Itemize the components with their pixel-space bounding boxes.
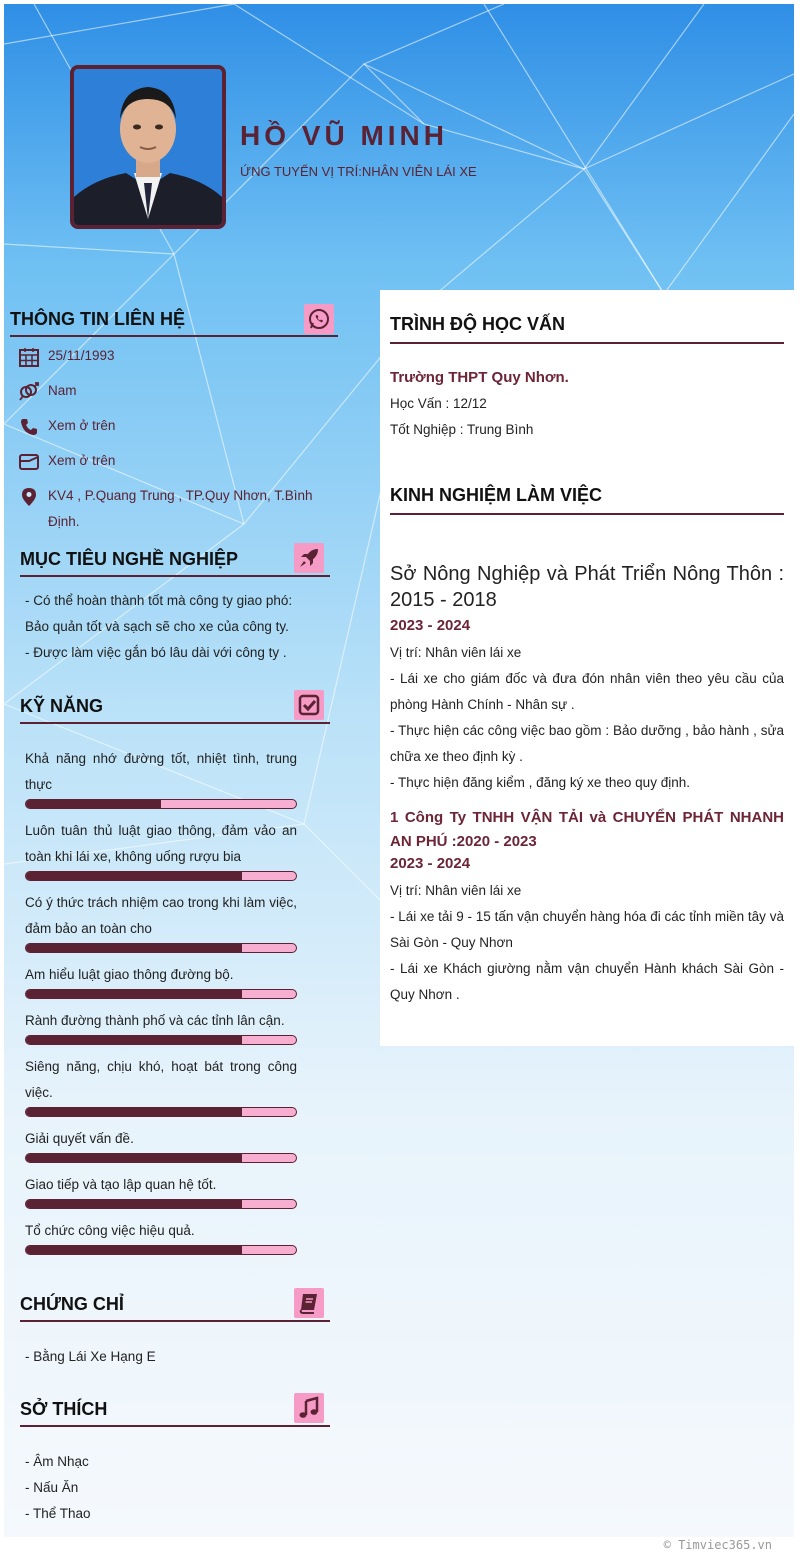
job-detail: - Thực hiện các công việc bao gồm : Bảo dưỡng , bảo hành , sửa chữa xe theo định kỳ . (390, 723, 784, 764)
experience-title: KINH NGHIỆM LÀM VIỆC (390, 485, 603, 505)
location-pin-icon (18, 487, 40, 507)
applied-position: ỨNG TUYỂN VỊ TRÍ:NHÂN VIÊN LÁI XE (240, 164, 477, 179)
education-graduation: Tốt Nghiệp : Trung Bình (390, 422, 534, 437)
skill-bar (25, 1153, 297, 1163)
skill-name: Rành đường thành phố và các tỉnh lân cận. (25, 1013, 285, 1028)
skill-fill (26, 800, 161, 808)
education-divider (390, 342, 784, 344)
cv-page (4, 4, 794, 1537)
job-detail: - Thực hiện đăng kiểm , đăng ký xe theo quy định. (390, 775, 690, 790)
skill-fill (26, 1108, 242, 1116)
email-value: Xem ở trên (48, 453, 116, 468)
skill-fill (26, 990, 242, 998)
school-name: Trường THPT Quy Nhơn. (390, 369, 569, 386)
experience-divider (390, 513, 784, 515)
skill-fill (26, 1200, 242, 1208)
skill-item (25, 818, 297, 881)
job-detail: - Lái xe tải 9 - 15 tấn vận chuyển hàng hóa đi các tỉnh miền tây và Sài Gòn - Quy Nhơn (390, 909, 784, 950)
skill-bar (25, 1199, 297, 1209)
skill-name: Am hiểu luật giao thông đường bộ. (25, 967, 234, 982)
job-detail: - Lái xe Khách giường nằm vận chuyển Hành khách Sài Gòn - Quy Nhơn . (390, 961, 784, 1002)
objective-line: - Có thể hoàn thành tốt mà công ty giao phó: (25, 593, 293, 608)
certificate-item: - Bằng Lái Xe Hạng E (25, 1349, 156, 1364)
job-role: Vị trí: Nhân viên lái xe (390, 645, 522, 660)
certificates-divider (20, 1320, 330, 1322)
candidate-name: HỒ VŨ MINH (240, 120, 448, 151)
objective-text (25, 588, 325, 666)
profile-photo (70, 65, 226, 229)
job-company: 1 Công Ty TNHH VẬN TẢI và CHUYỂN PHÁT NHANH AN PHÚ :2020 - 2023 (390, 809, 784, 850)
skill-item (25, 1126, 297, 1163)
skills-title: KỸ NĂNG (20, 696, 104, 716)
skill-bar (25, 1035, 297, 1045)
book-icon (294, 1288, 324, 1318)
skill-fill (26, 872, 242, 880)
skill-bar (25, 989, 297, 999)
skill-name: Siêng năng, chịu khó, hoạt bát trong công việc. (25, 1059, 297, 1100)
skill-name: Khả năng nhớ đường tốt, nhiệt tình, trung thực (25, 751, 297, 792)
hobby-item: - Nấu Ăn (25, 1480, 79, 1495)
skill-fill (26, 1154, 242, 1162)
skill-name: Có ý thức trách nhiệm cao trong khi làm việc, đảm bảo an toàn cho (25, 895, 297, 936)
job-company: Sở Nông Nghiệp và Phát Triển Nông Thôn : 2015 - 2018 (390, 563, 784, 611)
skill-name: Giao tiếp và tạo lập quan hệ tốt. (25, 1177, 217, 1192)
hobbies-list (25, 1449, 325, 1527)
skill-bar (25, 871, 297, 881)
skill-item (25, 1172, 297, 1209)
skill-fill (26, 944, 242, 952)
skill-fill (26, 1246, 242, 1254)
objective-line: Bảo quản tốt và sạch sẽ cho xe của công ty. (25, 619, 289, 634)
music-note-icon (294, 1393, 324, 1423)
gender-icon (18, 382, 40, 402)
skill-name: Luôn tuân thủ luật giao thông, đảm vảo an toàn khi lái xe, không uống rượu bia (25, 823, 297, 864)
phone-icon (18, 417, 40, 437)
skill-bar (25, 943, 297, 953)
hobby-item: - Âm Nhạc (25, 1454, 89, 1469)
rocket-icon (294, 543, 324, 573)
right-panel (380, 290, 794, 1046)
hobby-item: - Thể Thao (25, 1506, 91, 1521)
birthday-value: 25/11/1993 (48, 348, 115, 363)
job-detail: - Lái xe cho giám đốc và đưa đón nhân viên theo yêu cầu của phòng Hành Chính - Nhân sự . (390, 671, 784, 712)
education-title: TRÌNH ĐỘ HỌC VẤN (390, 314, 565, 334)
checkbox-icon (294, 690, 324, 720)
whatsapp-icon (304, 304, 334, 334)
address-value: KV4 , P.Quang Trung , TP.Quy Nhơn, T.Bình Định. (48, 488, 313, 529)
objective-title: MỤC TIÊU NGHỀ NGHIỆP (20, 549, 239, 569)
skills-divider (20, 722, 330, 724)
calendar-icon (18, 347, 40, 367)
skill-bar (25, 1107, 297, 1117)
contact-title: THÔNG TIN LIÊN HỆ (10, 309, 185, 329)
hobbies-title: SỞ THÍCH (20, 1399, 108, 1419)
job-period: 2023 - 2024 (390, 855, 471, 872)
skill-item (25, 1054, 297, 1117)
contact-divider (10, 335, 338, 337)
phone-value: Xem ở trên (48, 418, 116, 433)
hobbies-divider (20, 1425, 330, 1427)
job-role: Vị trí: Nhân viên lái xe (390, 883, 522, 898)
skill-name: Giải quyết vấn đề. (25, 1131, 134, 1146)
job-period: 2023 - 2024 (390, 617, 471, 634)
skill-item (25, 746, 297, 809)
skill-name: Tổ chức công việc hiệu quả. (25, 1223, 195, 1238)
skill-fill (26, 1036, 242, 1044)
objective-divider (20, 575, 330, 577)
skill-item (25, 1008, 297, 1045)
envelope-icon (18, 452, 40, 472)
objective-line: - Được làm việc gắn bó lâu dài với công ty . (25, 645, 287, 660)
footer-watermark: © Timviec365.vn (663, 1538, 772, 1552)
gender-value: Nam (48, 383, 77, 398)
certificates-title: CHỨNG CHỈ (20, 1294, 124, 1314)
skill-item (25, 962, 297, 999)
skill-item (25, 890, 297, 953)
education-level: Học Vấn : 12/12 (390, 396, 487, 411)
skill-bar (25, 799, 297, 809)
skill-item (25, 1218, 297, 1255)
skill-bar (25, 1245, 297, 1255)
